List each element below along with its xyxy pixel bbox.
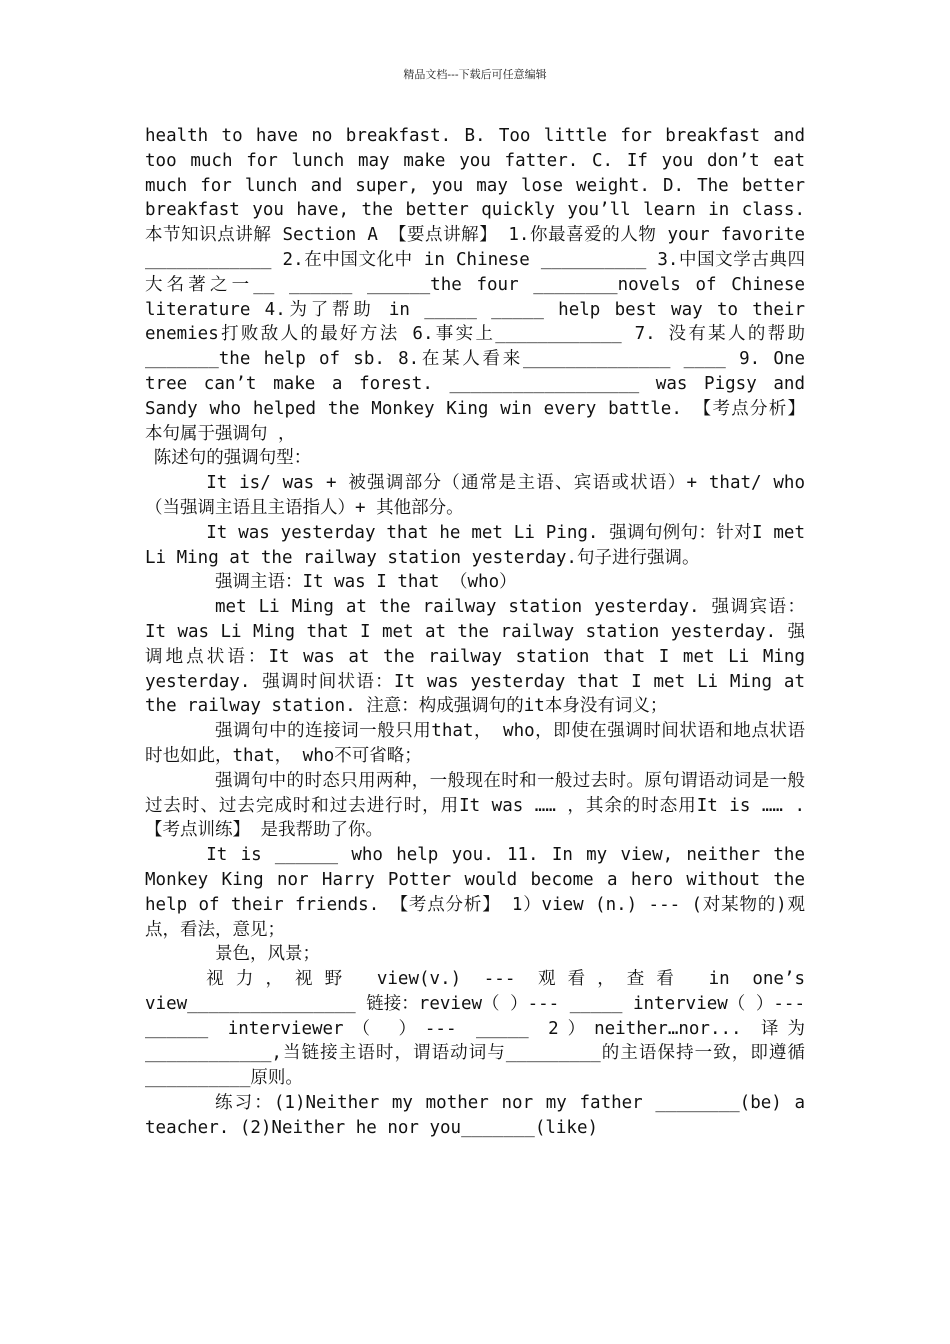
paragraph-1: health to have no breakfast. B. Too little for breakfast and too much for lunch may make you fatter. C. If you don’t eat much for lunch and super, you may lose weight. D. The better breakfast you have, the better quickly you’ll learn in class. 本节知识点讲解 Section A 【要点讲解】 1.你最喜爱的人物 your favorite ____________ 2.在中国文化中 in Chinese __________ 3.中国文学古典四大名著之一__ ______ ______the four ________novels of Chinese literature 4.为了帮助 in _____ _____ help best way to their enemies打败敌人的最好方法 6.事实上____________ 7. 没有某人的帮助_______the help of sb. 8.在某人看来______________ ____ 9. One tree can’t make a forest. __________________ was Pigsy and Sandy who helped the Monkey King win every battle. 【考点分析】 本句属于强调句 ， — [145, 126, 805, 444]
paragraph-6: met Li Ming at the railway station yesterday. 强调宾语：It was Li Ming that I met at the railway station yesterday. 强调地点状语：It was at the railway station that I met Li Ming yesterday. 强调时间状语：It was yesterday that I met Li Ming at the railway station. 注意：构成强调句的it本身没有词义； — [145, 597, 805, 717]
paragraph-10: 景色，风景； — [215, 944, 320, 965]
paragraph-3: It is/ was + 被强调部分（通常是主语、宾语或状语）+ that/ who（当强调主语且主语指人）+ 其他部分。 — [145, 473, 805, 518]
paragraph-5: 强调主语：It was I that （who） — [215, 572, 517, 593]
paragraph-7: 强调句中的连接词一般只用that， who，即使在强调时间状语和地点状语时也如此，that， who不可省略； — [145, 721, 805, 766]
page-header: 精品文档---下载后可任意编辑 — [403, 68, 547, 81]
paragraph-9: It is ______ who help you. 11. In my view, neither the Monkey King nor Harry Potter would become a hero without the help of their friends. 【考点分析】 1）view (n.) --- (对某物的)观点，看法，意见； — [145, 845, 805, 940]
paragraph-11: 视力，视野 view(v.) --- 观看，查看 in one’s view________________ 链接：review（ ）--- _____ interview（ ）--- ______ interviewer（ ）--- _____ 2）neither…nor... 译为____________,当链接主语时，谓语动词与_________的主语保持一致，即遵循__________原则。 — [145, 969, 805, 1089]
paragraph-4: It was yesterday that he met Li Ping. 强调句例句：针对I met Li Ming at the railway station yesterday.句子进行强调。 — [145, 522, 805, 568]
paragraph-12: 练习：(1)Neither my mother nor my father ________(be) a teacher. (2)Neither he nor you_______(like) — [145, 1093, 805, 1138]
document-body — [145, 124, 805, 1141]
paragraph-2: 陈述句的强调句型： — [153, 448, 312, 469]
paragraph-8: 强调句中的时态只用两种，一般现在时和一般过去时。原句谓语动词是一般过去时、过去完成时和过去进行时，用It was …… ，其余的时态用It is …… . 【考点训练】 是我帮助了你。 — [145, 770, 805, 841]
